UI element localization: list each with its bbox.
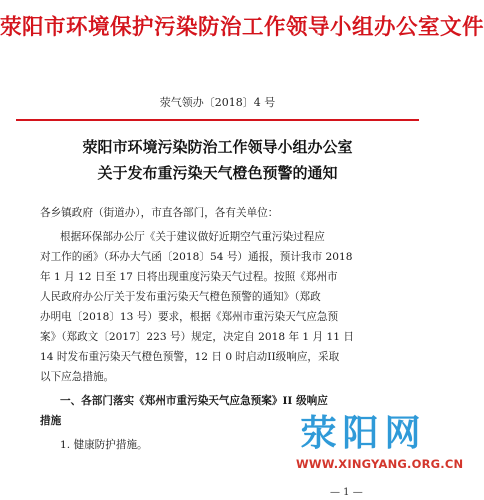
body-line: 案》（郑政文〔2017〕223 号）规定，决定自 2018 年 1 月 11 日: [40, 331, 354, 343]
body-line: 办明电〔2018〕13 号）要求，根据《郑州市重污染天气应急预: [40, 311, 339, 323]
document-number: 荥气领办〔2018〕4 号: [159, 96, 276, 109]
watermark-name: 荥阳网: [300, 413, 427, 454]
body-line: 以下应急措施。: [40, 371, 115, 383]
section-heading: 措施: [40, 415, 62, 427]
body-line: 对工作的函》（环办大气函〔2018〕54 号）通报，预计我市 2018: [40, 251, 353, 263]
list-item: 1. 健康防护措施。: [60, 439, 148, 451]
notice-title-line-1: 荥阳市环境污染防治工作领导小组办公室: [82, 138, 353, 156]
addressee: 各乡镇政府（街道办），市直各部门，各有关单位：: [40, 207, 279, 219]
notice-title-line-2: 关于发布重污染天气橙色预警的通知: [97, 164, 338, 182]
watermark-url: WWW.XINGYANG.ORG.CN: [296, 457, 464, 471]
masthead-title: 荥阳市环境保护污染防治工作领导小组办公室文件: [0, 15, 484, 40]
site-watermark: [296, 412, 464, 472]
red-divider: [16, 119, 419, 121]
page-number: — 1 —: [330, 487, 363, 498]
body-line: 人民政府办公厅关于发布重污染天气橙色预警的通知》（郑政: [40, 291, 321, 303]
body-line: 14 时发布重污染天气橙色预警，12 日 0 时启动II级响应，采取: [40, 351, 340, 363]
section-heading: 一、各部门落实《郑州市重污染天气应急预案》II 级响应: [60, 395, 328, 407]
body-line: 根据环保部办公厅《关于建议做好近期空气重污染过程应: [60, 231, 325, 243]
body-line: 年 1 月 12 日至 17 日将出现重度污染天气过程。按照《郑州市: [40, 271, 338, 283]
